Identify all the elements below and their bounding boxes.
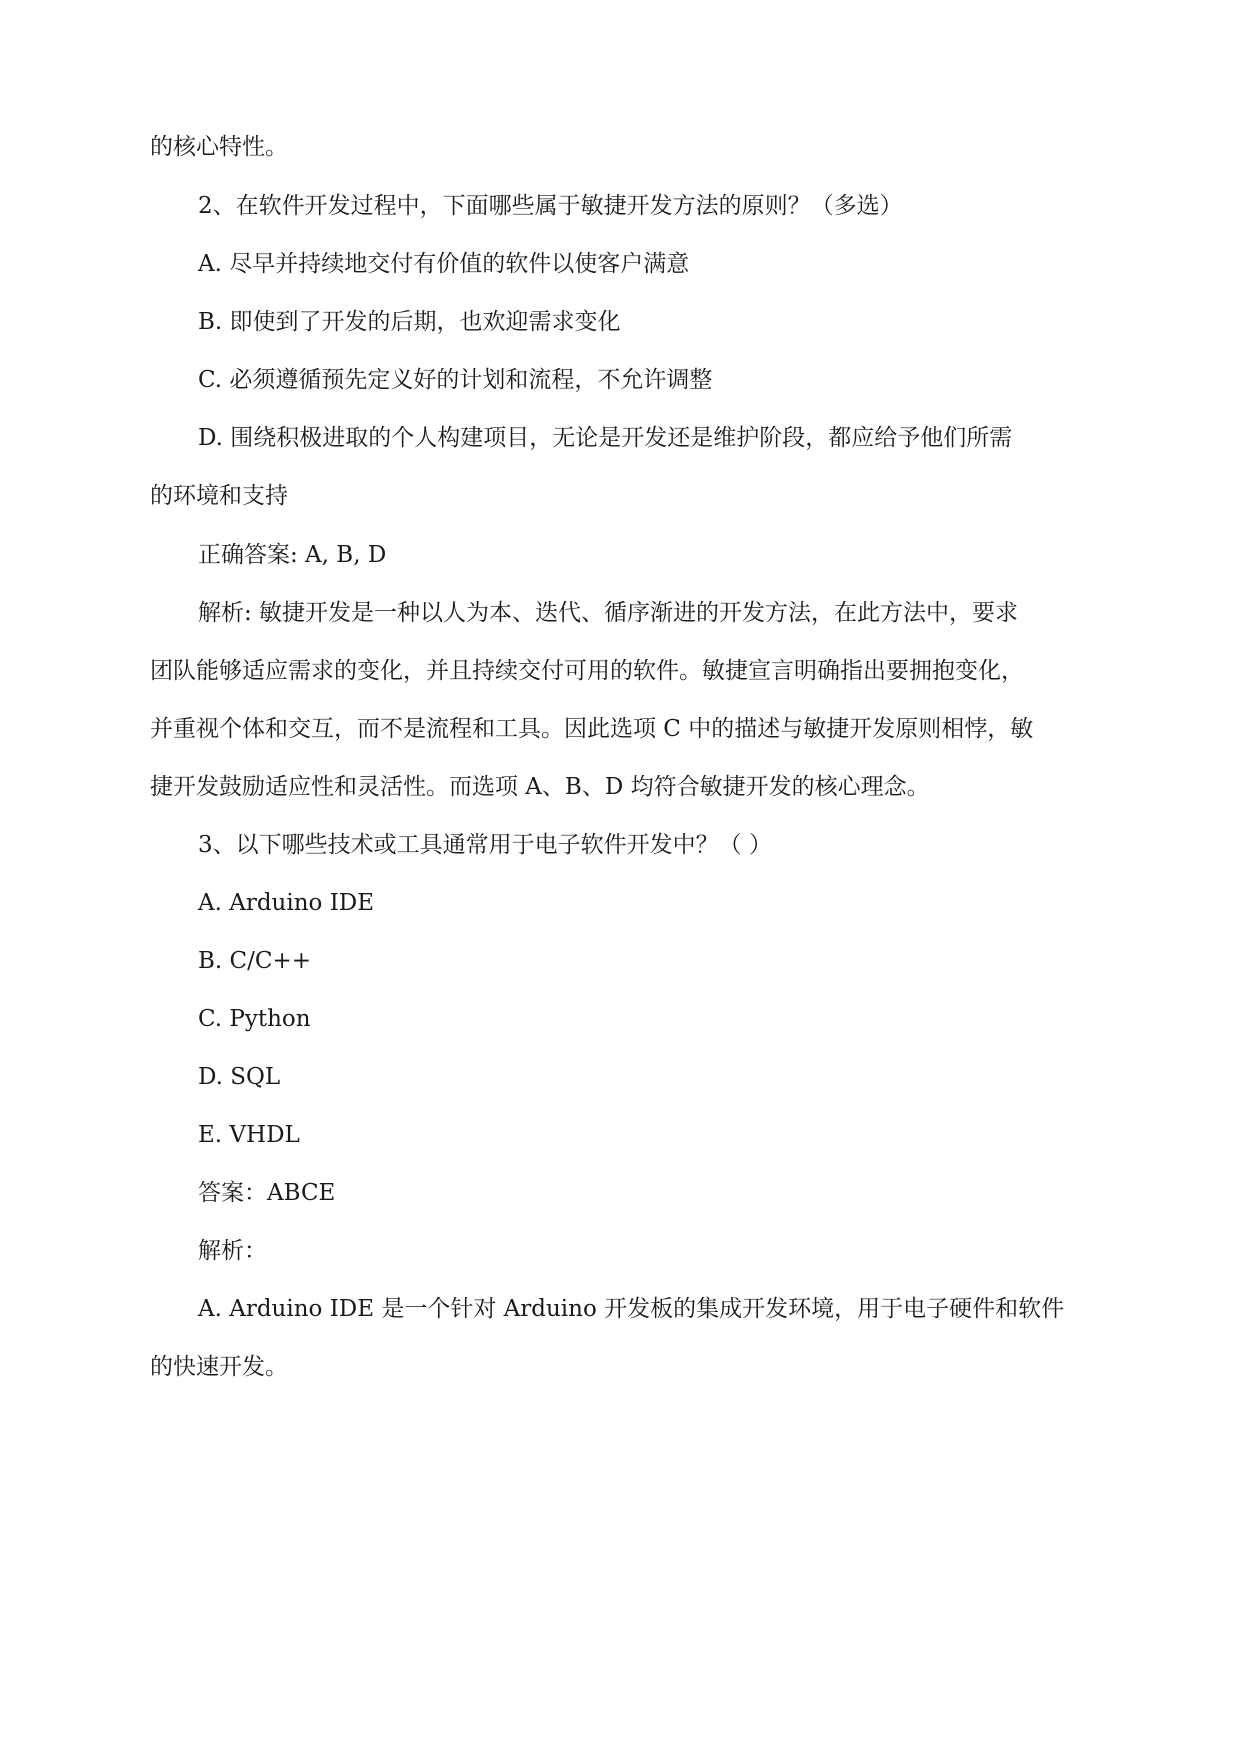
question-3-option-b: B. C/C++ [198,948,312,974]
question-3-stem: 3、以下哪些技术或工具通常用于电子软件开发中？（ ） [198,832,772,858]
question-3-option-a: A. Arduino IDE [198,890,375,916]
question-3-analysis-label: 解析： [198,1238,267,1264]
question-2-analysis-line-3: 并重视个体和交互，而不是流程和工具。因此选项 C 中的描述与敏捷开发原则相悖，敏 [150,716,1034,742]
question-2-stem: 2、在软件开发过程中，下面哪些属于敏捷开发方法的原则？（多选） [198,193,903,219]
question-3-answer: 答案：ABCE [198,1180,336,1206]
question-2-answer: 正确答案: A, B, D [198,542,387,568]
question-2-option-c: C. 必须遵循预先定义好的计划和流程，不允许调整 [198,367,713,393]
question-3-option-c: C. Python [198,1006,311,1032]
question-2-analysis-line-4: 捷开发鼓励适应性和灵活性。而选项 A、B、D 均符合敏捷开发的核心理念。 [150,774,930,800]
question-2-option-d-continued: 的环境和支持 [150,483,288,509]
question-3-option-d: D. SQL [198,1064,281,1090]
question-2-option-a: A. 尽早并持续地交付有价值的软件以使客户满意 [198,251,690,277]
question-2-analysis-line-2: 团队能够适应需求的变化，并且持续交付可用的软件。敏捷宣言明确指出要拥抱变化， [150,658,1024,684]
question-2-analysis: 解析: 敏捷开发是一种以人为本、迭代、循序渐进的开发方法，在此方法中，要求 [198,600,1019,626]
question-2-option-d: D. 围绕积极进取的个人构建项目，无论是开发还是维护阶段，都应给予他们所需 [198,425,1013,451]
question-3-option-e: E. VHDL [198,1122,300,1148]
question-2-option-b: B. 即使到了开发的后期，也欢迎需求变化 [198,309,621,335]
question-3-analysis-a: A. Arduino IDE 是一个针对 Arduino 开发板的集成开发环境，用于电子硬件和软件 [198,1296,1065,1322]
question-3-analysis-a-continued: 的快速开发。 [150,1354,288,1380]
text-line: 的核心特性。 [150,134,288,160]
